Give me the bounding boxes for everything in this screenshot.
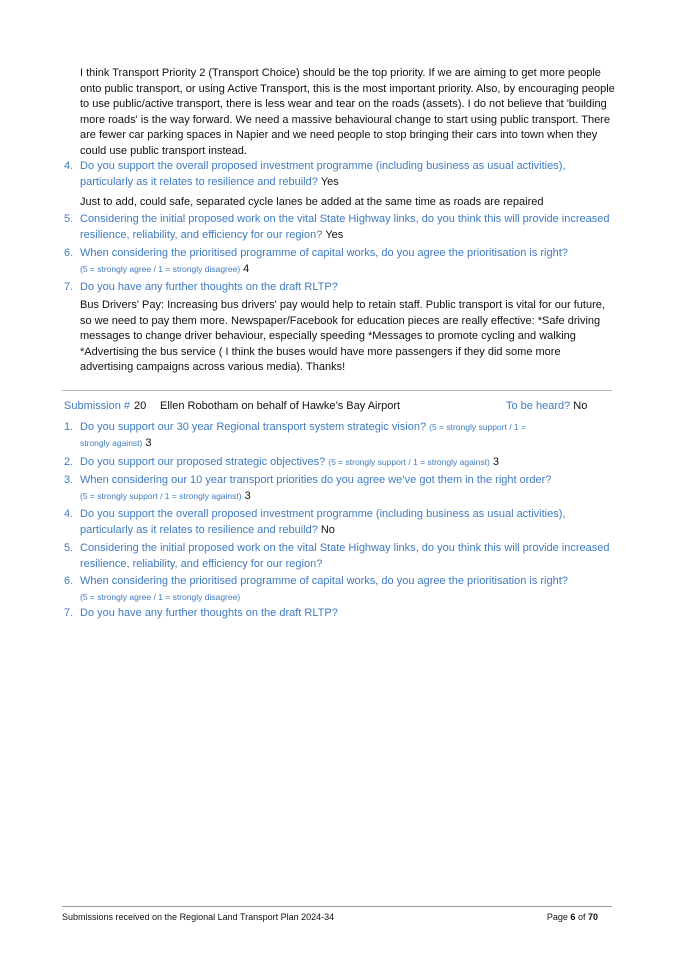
question-number: 1. bbox=[64, 421, 74, 433]
page-number bbox=[547, 911, 598, 923]
question-number: 6. bbox=[64, 575, 74, 587]
question-scale: (5 = strongly support / 1 = strongly against) bbox=[328, 457, 490, 467]
question-number: 6. bbox=[64, 247, 74, 259]
question-text: Considering the initial proposed work on the vital State Highway links, do you think this will provide increased resilience, reliability, and efficiency for our region? bbox=[80, 213, 610, 241]
question-number: 3. bbox=[64, 474, 74, 486]
question-text: Do you have any further thoughts on the draft RLTP? bbox=[80, 281, 338, 293]
answer-value: 3 bbox=[244, 489, 251, 502]
current-page: 6 bbox=[570, 912, 576, 922]
question-text: Do you have any further thoughts on the draft RLTP? bbox=[80, 607, 338, 619]
total-pages: 70 bbox=[587, 912, 598, 922]
question-number: 7. bbox=[64, 281, 74, 293]
question-5 bbox=[64, 212, 619, 243]
section-divider bbox=[62, 390, 612, 391]
question-3 bbox=[64, 473, 619, 504]
to-be-heard-value: No bbox=[573, 400, 588, 412]
answer-value: Yes bbox=[320, 175, 339, 188]
question-number: 4. bbox=[64, 160, 74, 172]
question-text: When considering the prioritised programme of capital works, do you agree the prioritisation is right? bbox=[80, 575, 568, 587]
question-text: Considering the initial proposed work on the vital State Highway links, do you think this will provide increased resilience, reliability, and efficiency for our region? bbox=[80, 542, 610, 570]
footer-document-title: Submissions received on the Regional Land Transport Plan 2024-34 bbox=[62, 912, 335, 922]
answer-value: No bbox=[320, 523, 335, 536]
question-scale: (5 = strongly agree / 1 = strongly disagree) bbox=[80, 591, 241, 602]
answer-value: 4 bbox=[243, 262, 250, 275]
question-4 bbox=[64, 507, 619, 538]
question-text: Do you support the overall proposed investment programme (including business as usual activities), particularly as it relates to resilience and rebuild? bbox=[80, 508, 566, 536]
question-7 bbox=[64, 606, 619, 622]
answer-q3-text: I think Transport Priority 2 (Transport Choice) should be the top priority. If we are aiming to get more people onto public transport, or using Active Transport, this is the most important priority. Also, by encouraging people to use public/active transport, there is less wear and tear on the roads (assets). I do not believe that 'building more roads' is the way forward. We need a massive behavioural change to start using public transport. There are fewer car parking spaces in Napier and we need people to stop bringing their cars into town when they could use public transport instead. bbox=[80, 67, 615, 157]
question-5 bbox=[64, 541, 619, 572]
question-text: When considering our 10 year transport priorities do you agree we’ve got them in the right order? bbox=[80, 474, 552, 486]
submitter-name: Ellen Robotham on behalf of Hawke’s Bay Airport bbox=[160, 400, 401, 412]
question-scale: (5 = strongly agree / 1 = strongly disagree) bbox=[80, 263, 241, 274]
question-text: When considering the prioritised programme of capital works, do you agree the prioritisation is right? bbox=[80, 247, 568, 259]
question-6 bbox=[64, 246, 619, 277]
answer-value: Yes bbox=[325, 228, 344, 241]
question-number: 7. bbox=[64, 607, 74, 619]
question-2 bbox=[64, 455, 619, 471]
answer-value: 3 bbox=[145, 436, 152, 449]
answer-q7-comment: Bus Drivers' Pay: Increasing bus drivers' pay would help to retain staff. Public transport is vital for our future, so we need to pay them more. Newspaper/Facebook for education pieces are really effective: *Safe driving messages to change driver behaviour, especially speeding *Messages to promote cycling and walking *Advertising the bus service ( I think the buses would have more passengers if they did some more advertising campaigns across various media). Thanks! bbox=[80, 299, 605, 373]
question-text: Do you support the overall proposed investment programme (including business as usual activities), particularly as it relates to resilience and rebuild? bbox=[80, 160, 566, 188]
question-number: 5. bbox=[64, 542, 74, 554]
to-be-heard bbox=[506, 399, 587, 414]
answer-value: 3 bbox=[492, 456, 499, 468]
question-number: 4. bbox=[64, 508, 74, 520]
question-number: 2. bbox=[64, 456, 74, 468]
question-text: Do you support our 30 year Regional transport system strategic vision? bbox=[80, 421, 427, 433]
of-word: of bbox=[577, 912, 586, 922]
question-scale: (5 = strongly support / 1 = strongly against) bbox=[80, 422, 526, 448]
submission-label: Submission # bbox=[64, 400, 131, 412]
submission-header bbox=[64, 399, 614, 414]
page-footer bbox=[62, 906, 612, 923]
page-word: Page bbox=[546, 912, 568, 922]
question-6 bbox=[64, 574, 619, 605]
question-scale: (5 = strongly support / 1 = strongly against) bbox=[80, 490, 242, 501]
question-4 bbox=[64, 159, 619, 190]
answer-q4-comment: Just to add, could safe, separated cycle lanes be added at the same time as roads are repaired bbox=[80, 196, 544, 208]
question-1 bbox=[64, 420, 619, 451]
question-7 bbox=[64, 280, 619, 296]
question-text: Do you support our proposed strategic objectives? bbox=[80, 456, 326, 468]
submission-number: 20 bbox=[134, 400, 147, 412]
to-be-heard-label: To be heard? bbox=[506, 400, 571, 412]
question-number: 5. bbox=[64, 213, 74, 225]
